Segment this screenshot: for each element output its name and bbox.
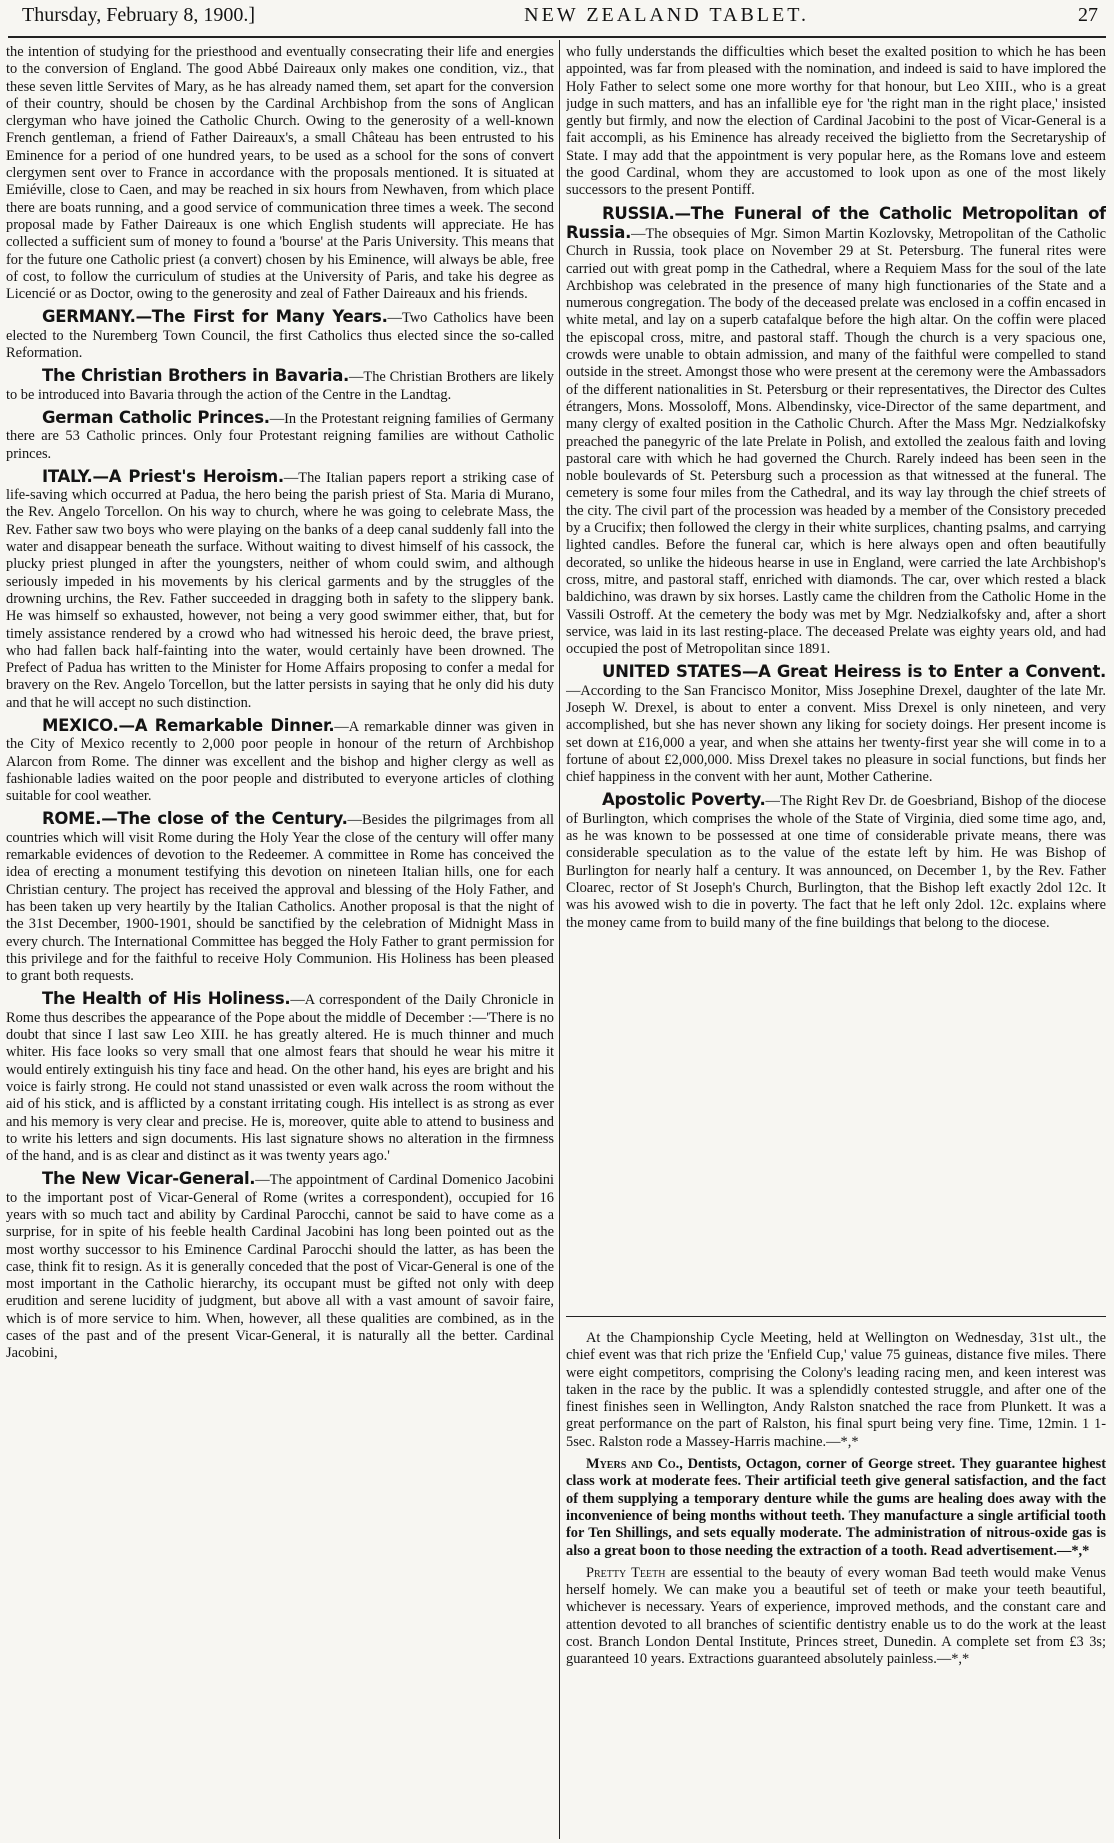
- notice-pretty-teeth: Pretty Teeth are essential to the beauty of every woman Bad teeth would make Venus herself homely. We can make you a beautiful set of teeth or make your teeth beautiful, whichever is necessary. Years of experience, improved methods, and the constant care and attention devoted to all branches of scientific dentistry enable us to do the work at the least cost. Branch London Dental Institute, Princes street, Dunedin. A complete set from £3 3s; guaranteed 10 years. Extractions guaranteed absolutely painless.—*,*: [566, 1564, 1106, 1668]
- page-header: [22, 4, 1098, 34]
- issue-date: Thursday, February 8, 1900.]: [22, 4, 256, 26]
- header-rule: [8, 36, 1106, 38]
- left-column: [6, 44, 554, 1839]
- article-continuation: the intention of studying for the priesthood and eventually consecrating their life and energies to the conversion of England. The good Abbé Daireaux only makes one condition, viz., that these seven little Servites of Mary, as he has already named them, set apart for the conversion of their country, should be chosen by the Cardinal Archbishop from the sons of Anglican clergyman who have joined the Catholic Church. Owing to the generosity of a well-known French gentleman, a friend of Father Daireaux's, a small Château has been entrusted to his Eminence for a period of one hundred years, to be used as a school for the sons of convert clergymen sent over to France in accordance with the proposals mentioned. It is situated at Emiéville, close to Caen, and may be reached in six hours from Newhaven, from which place there are boats running, and a good service of communication three times a week. The second proposal made by Father Daireaux is one which English students will appreciate. He has collected a sufficient sum of money to found a 'bourse' at the Paris University. This means that for the future one Catholic priest (a convert) chosen by his Eminence, will always be able, free of cost, to follow the curriculum of studies at the University of Paris, and take his degree as Licencié or as Doctor, owing to the generosity and zeal of Father Daireaux and his friends.: [6, 44, 554, 303]
- right-articles: [566, 44, 1106, 1310]
- article-vicar-general: The New Vicar-General.—The appointment of Cardinal Domenico Jacobini to the important post of Vicar-General of Rome (writes a correspondent), occupied for 16 years with so much tact and ability by Cardinal Parocchi, cannot be said to have come as a surprise, for in spite of his feeble health Cardinal Jacobini has long been pointed out as the most worthy successor to his Eminence Cardinal Parocchi should the latter, as has been the case, think fit to resign. As it is generally conceded that the post of Vicar-General is one of the most important in the Catholic hierarchy, its occupant must be gifted not only with deep erudition and serene lucidity of judgment, but above all with a vast amount of savoir faire, which is of more service to him. When, however, all these qualities are combined, as in the cases of the past and of the present Vicar-General, it is naturally all the better. Cardinal Jacobini,: [6, 1169, 554, 1362]
- page-number: 27: [1077, 4, 1098, 26]
- column-divider: [559, 40, 560, 1839]
- publication-title: NEW ZEALAND TABLET.: [524, 4, 809, 26]
- article-rome: ROME.—The close of the Century.—Besides the pilgrimages from all countries which will visit Rome during the Holy Year the close of the century will offer many remarkable evidences of devotion to the Redeemer. A committee in Rome has conceived the idea of erecting a monument testifying this devotion on nineteen Italian hills, one for each Christian century. The project has received the approval and blessing of the Holy Father, and has been taken up very heartily by the Italian Catholics. Another proposal is that the night of the 31st December, 1900-1901, should be sanctified by the celebration of Midnight Mass in every church. The International Committee has begged the Holy Father to grant permission for this privilege and for the faithful to receive Holy Communion. His Holiness has been pleased to grant both requests.: [6, 809, 554, 985]
- article-health: The Health of His Holiness.—A correspondent of the Daily Chronicle in Rome thus describes the appearance of the Pope about the middle of December :—'There is no doubt that since I last saw Leo XIII. he has greatly altered. He is much thinner and much whiter. His face looks so very small that one almost fears that should he wear his mitre it would entirely extinguish his tiny face and head. On the other hand, his eyes are bright and his voice is fairly strong. He could not stand unassisted or even walk across the room without the aid of his stick, and is afflicted by a constant irritating cough. His intellect is as strong as ever and his memory is very clear and precise. He is, moreover, quite able to attend to business and to write his letters and sign documents. His last signature shows no alteration in the firmness of the hand, and is as clear and distinct as it was twenty years ago.': [6, 989, 554, 1165]
- right-column: [566, 44, 1106, 1839]
- section-rule: [566, 1316, 1106, 1317]
- article-mexico: MEXICO.—A Remarkable Dinner.—A remarkable dinner was given in the City of Mexico recently to 2,000 poor people in honour of the return of Archbishop Alarcon from Rome. The dinner was excellent and the bishop and higher clergy as well as fashionable ladies waited on the poor people and distributed to everyone articles of clothing suitable for cool weather.: [6, 715, 554, 805]
- article-continuation-right: who fully understands the difficulties which beset the exalted position to which he has been appointed, was far from pleased with the nomination, and indeed is said to have implored the Holy Father to select some one more worthy for that honour, but Leo XIII., who is a great judge in such matters, and has an infallible eye for 'the right man in the right place,' insisted gently but firmly, and now the election of Cardinal Jacobini to the post of Vicar-General is a fait accompli, as his Eminence has already received the biglietto from the Secretaryship of State. I may add that the appointment is very popular here, as the Romans love and esteem the good Cardinal, whom they are accustomed to look upon as one of the most likely successors to the present Pontiff.: [566, 44, 1106, 199]
- article-germany: GERMANY.—The First for Many Years.—Two Catholics have been elected to the Nuremberg Town Council, the first Catholics thus elected since the so-called Reformation.: [6, 307, 554, 362]
- article-russia: RUSSIA.—The Funeral of the Catholic Metropolitan of Russia.—The obsequies of Mgr. Simon Martin Kozlovsky, Metropolitan of the Catholic Church in Russia, took place on November 29 at St. Petersburg. The funeral rites were carried out with great pomp in the Cathedral, where a Requiem Mass for the soul of the late Archbishop was celebrated in the presence of many high functionaries of the State and a numerous congregation. The body of the deceased prelate was enclosed in a coffin encased in white metal, and lay on a superb catafalque before the high altar. On the coffin were placed the episcopal cross, mitre, and pastoral staff. Though the church is a very spacious one, crowds were unable to obtain admission, and many of the faithful were compelled to stand outside in the street. Amongst those who were present at the ceremony were the Ambassadors of the different nationalities in St. Petersburg or their representatives, the Director des Cultes étrangers, Mons. Mossoloff, Mons. Albendinsky, vice-Director of the same department, and many clergy of exalted position in the Catholic Church. After the Mass Mgr. Nedzialkofsky preached the panegyric of the late Prelate in Polish, and extolled the zealous faith and loving pastoral care with which he had governed the Church. Rarely indeed has been seen in the noble boulevards of St. Petersburg such a procession as that witnessed at the funeral. The cemetery is some four miles from the Cathedral, and its way lay through the chief streets of the city. The civil part of the procession was headed by a member of the Consistory preceded by a Crucifix; then followed the clergy in their white surplices, chanting psalms, and carrying lighted candles. Before the funeral car, which is here always open and often beautifully decorated, so unlike the hideous hearse in use in England, were carried the late Archbishop's cross, mitre, and pastoral staff, enriched with diamonds. The car, over which rested a black baldichino, was drawn by six horses. Lastly came the children from the Catholic Home in the Vassili Ostroff. At the cemetery the body was met by Mgr. Nedzialkofsky and, after a short service, was laid in its last resting-place. The deceased Prelate was eighty years old, and had occupied the post of Metropolitan since 1891.: [566, 203, 1106, 658]
- article-apostolic-poverty: Apostolic Poverty.—The Right Rev Dr. de Goesbriand, Bishop of the diocese of Burlington, which comprises the whole of the State of Virginia, died some time ago, and, as he was known to be possessed at one time of considerable private means, there was considerable speculation as to the value of the estate left by him. He was Bishop of Burlington for nearly half a century. It was announced, on December 1, by the Rev. Father Cloarec, rector of St Joseph's Church, Burlington, that the Bishop left exactly 2dol 12c. It was his avowed wish to die in poverty. The fact that he left only 2dol. 12c. explains where the money came from to build many of the fine buildings that belong to the diocese.: [566, 790, 1106, 931]
- article-italy: ITALY.—A Priest's Heroism.—The Italian papers report a striking case of life-saving which occurred at Padua, the hero being the parish priest of Sta. Maria di Murano, the Rev. Angelo Torcellon. On his way to church, where he was going to celebrate Mass, the Rev. Father saw two boys who were playing on the banks of a deep canal suddenly fall into the water and disappear beneath the surface. Without waiting to divest himself of his cassock, the plucky priest plunged in after the youngsters, neither of whom could swim, and although seriously impeded in his movements by his clerical garments and by the struggles of the drowning urchins, the Rev. Father succeeded in dragging both in safety to the slippery bank. He was himself so exhausted, however, not being a very good swimmer either, that, but for timely assistance rendered by a crowd who had witnessed his heroic deed, the brave priest, who had fallen back half-fainting into the water, would certainly have been drowned. The Prefect of Padua has written to the Minister for Home Affairs proposing to confer a medal for bravery on the Rev. Angelo Torcellon, but the latter persists in saying that he only did his duty and that he will accept no such distinction.: [6, 466, 554, 711]
- notice-myers-dentists: Myers and Co., Dentists, Octagon, corner of George street. They guarantee highest class work at moderate fees. Their artificial teeth give general satisfaction, and the fact of them supplying a temporary denture while the gums are healing does away with the inconvenience of being months without teeth. They manufacture a single artificial tooth for Ten Shillings, and sets equally moderate. The administration of nitrous-oxide gas is also a great boon to those needing the extraction of a tooth. Read advertisement.—*,*: [566, 1456, 1106, 1559]
- notices-section: [566, 1330, 1106, 1669]
- article-christian-brothers: The Christian Brothers in Bavaria.—The Christian Brothers are likely to be introduced into Bavaria through the action of the Centre in the Landtag.: [6, 366, 554, 403]
- article-catholic-princes: German Catholic Princes.—In the Protestant reigning families of Germany there are 53 Catholic princes. Only four Protestant reigning families are without Catholic princes.: [6, 407, 554, 462]
- article-united-states: UNITED STATES—A Great Heiress is to Enter a Convent.—According to the San Francisco Monitor, Miss Josephine Drexel, daughter of the late Mr. Joseph W. Drexel, is about to enter a convent. Miss Drexel is only nineteen, and very accomplished, but she has never shown any liking for society doings. Her present income is set down at £16,000 a year, and when she attains her twenty-first year she will come in to a fortune of about £2,000,000. Miss Drexel takes no pleasure in social functions, but finds her chief happiness in the convent with her aunt, Mother Catherine.: [566, 662, 1106, 786]
- notice-cycle-meeting: At the Championship Cycle Meeting, held at Wellington on Wednesday, 31st ult., the chief event was that rich prize the 'Enfield Cup,' value 75 guineas, distance five miles. There were eight competitors, comprising the Colony's leading racing men, and keen interest was taken in the race by the public. It was a splendidly contested struggle, and after one of the finest finishes seen in Wellington, Andy Ralston snatched the race from Plunkett. It was a great performance on the part of Ralston, his final spurt being very fine. Time, 12min. 1 1-5sec. Ralston rode a Massey-Harris machine.—*,*: [566, 1330, 1106, 1450]
